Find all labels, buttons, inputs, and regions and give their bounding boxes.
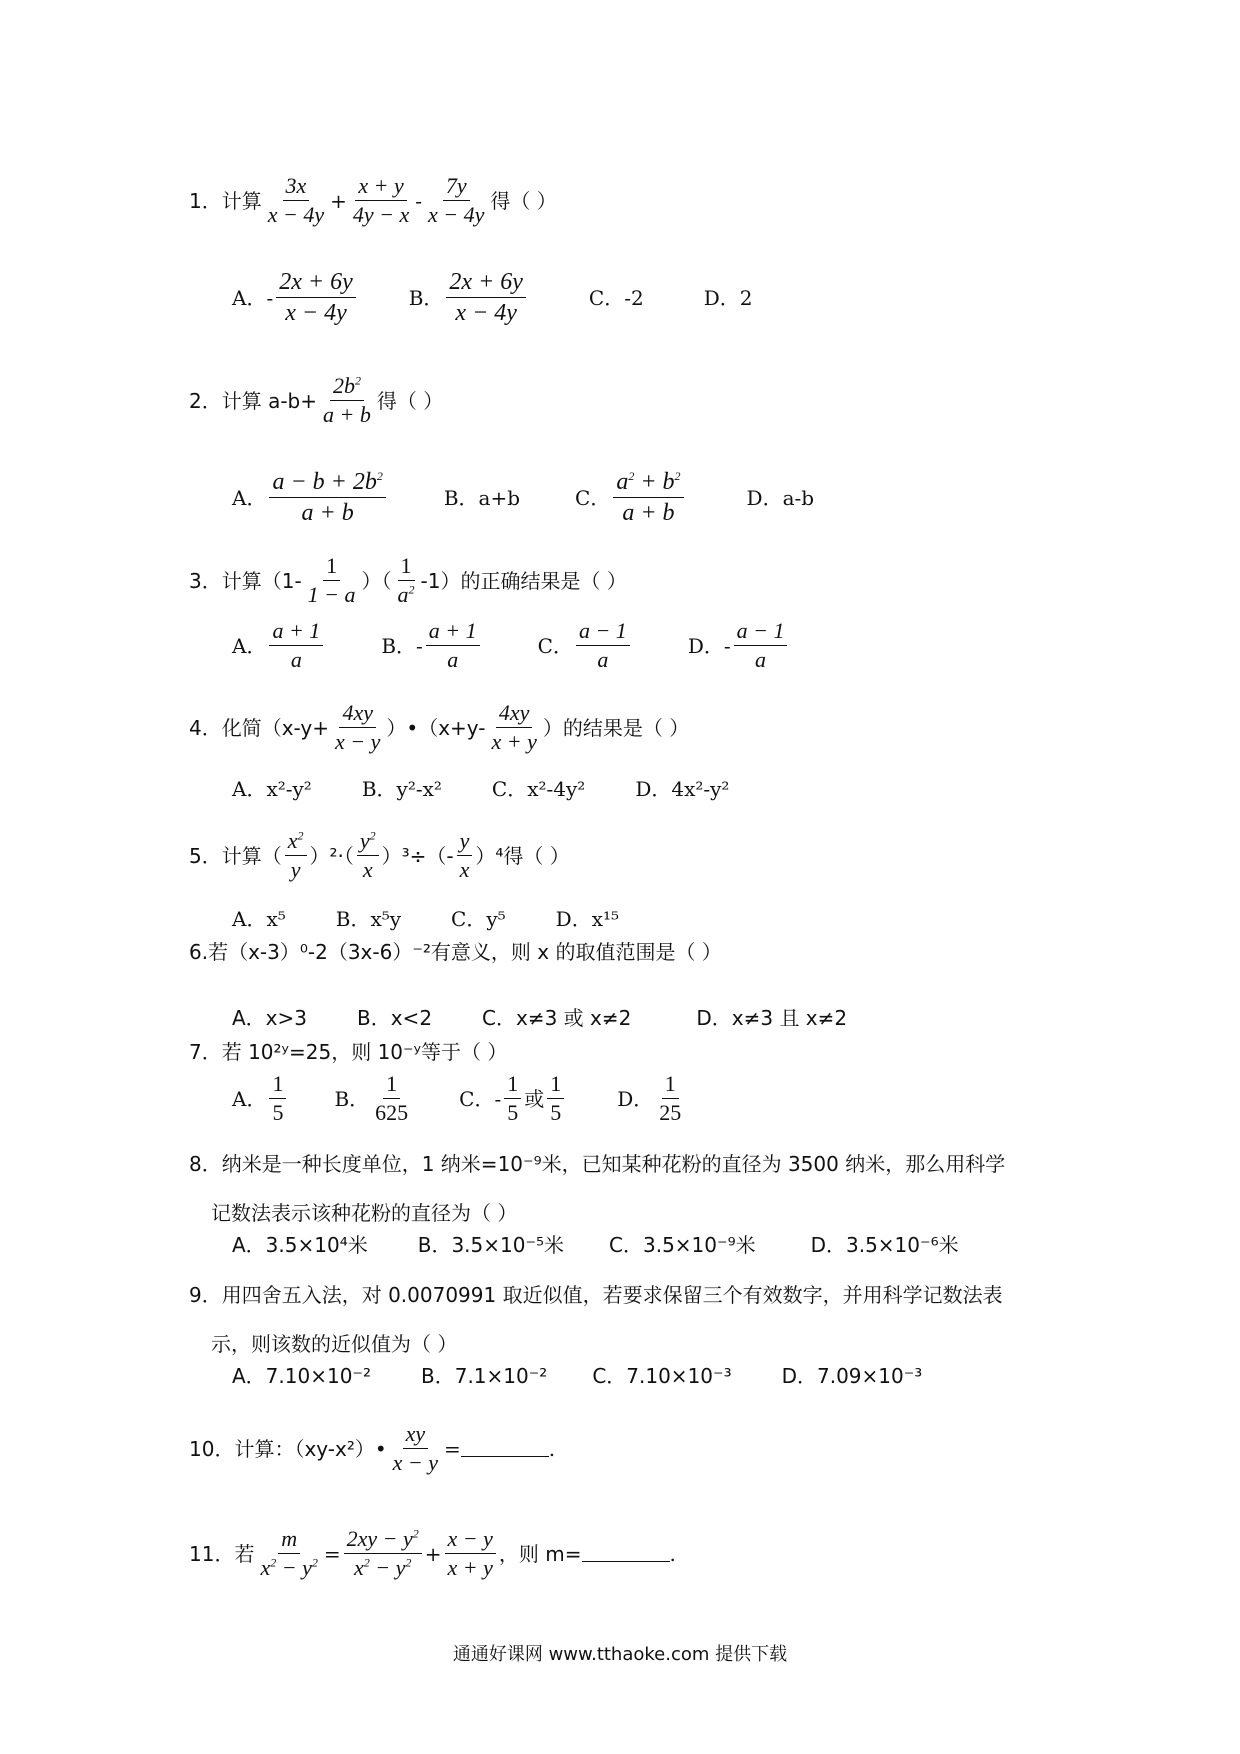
question-1: 1．计算 $\frac{3x}{x - 4y}$ + $\frac{x + y}{4y - x}$ - $\frac{7y}{x - 4y}$ 得（ ） — [189, 173, 557, 227]
q1-fraction-1: $\frac{3x}{x - 4y}$ — [267, 173, 325, 227]
q5-fraction-2: $\frac{y^2}{x}$ — [357, 830, 379, 881]
q4-option-a[interactable]: A．x²-y² — [232, 777, 312, 801]
q8-option-c[interactable]: C．3.5×10⁻⁹米 — [609, 1233, 756, 1257]
question-8-line-2: 记数法表示该种花粉的直径为（ ） — [211, 1201, 518, 1225]
question-11: 11．若 $\frac{m}{x^2 - y^2}$ = $\frac{2xy - y^2}{x^2 - y^2}$ + $\frac{x - y}{x + y}$ ，则 m= . — [189, 1526, 676, 1580]
q5-fraction-3: $\frac{y}{x}$ — [457, 830, 473, 881]
q9-option-b[interactable]: B．7.1×10⁻² — [421, 1364, 548, 1388]
q1-option-d[interactable]: D．2 — [703, 285, 753, 310]
q10-fraction: $\frac{xy}{x - y}$ — [392, 1421, 439, 1475]
q5-option-b[interactable]: B．x⁵y — [335, 907, 402, 931]
q1-label: 1．计算 — [189, 188, 262, 213]
q2-answer-paren: 得（ ） — [376, 388, 444, 413]
q8-option-b[interactable]: B．3.5×10⁻⁵米 — [417, 1233, 565, 1257]
q4-option-d[interactable]: D．4x²-y² — [635, 777, 730, 801]
question-2 — [189, 375, 443, 426]
q9-option-d[interactable]: D．7.09×10⁻³ — [781, 1364, 923, 1388]
q6-option-d[interactable]: D．x≠3 且 x≠2 — [696, 1006, 848, 1030]
q8-option-a[interactable]: A．3.5×10⁴米 — [232, 1233, 368, 1257]
q5-fraction-1: $\frac{x^2}{y}$ — [285, 830, 307, 881]
q2-fraction: $\frac{2b^2}{a + b}$ — [323, 373, 371, 427]
page-footer: 通通好课网 www.tthaoke.com 提供下载 — [452, 1644, 788, 1665]
q8-options — [232, 1235, 959, 1255]
q7-option-a[interactable]: A． $\frac{1}{5}$ — [232, 1073, 289, 1124]
q9-option-c[interactable]: C．7.10×10⁻³ — [592, 1364, 732, 1388]
question-9-line-1: 9．用四舍五入法，对 0.0070991 取近似值，若要求保留三个有效数字，并用科学记数法表 — [189, 1283, 1003, 1307]
q4-option-c[interactable]: C．x²-4y² — [491, 777, 586, 801]
q8-option-d[interactable]: D．3.5×10⁻⁶米 — [810, 1233, 959, 1257]
question-7: 7．若 10²ʸ=25，则 10⁻ʸ等于（ ） — [189, 1040, 508, 1064]
q6-option-a[interactable]: A．x>3 — [232, 1006, 307, 1030]
q4-options — [232, 779, 729, 799]
q11-fraction-1: $\frac{m}{x^2 - y^2}$ — [260, 1526, 318, 1580]
question-10: 10．计算：（xy-x²）• $\frac{xy}{x - y}$ = . — [189, 1421, 556, 1475]
q1-fraction-2: $\frac{x + y}{4y - x}$ — [352, 173, 410, 227]
q4-option-b[interactable]: B．y²-x² — [361, 777, 442, 801]
q10-answer-blank[interactable] — [461, 1440, 549, 1457]
q6-option-c[interactable]: C．x≠3 或 x≠2 — [482, 1006, 632, 1030]
q4-fraction-1: $\frac{4xy}{x - y}$ — [335, 700, 381, 754]
q11-fraction-2: $\frac{2xy - y^2}{x^2 - y^2}$ — [344, 1528, 422, 1579]
question-3: 3．计算（1- $\frac{1}{1 - a}$ ）（ $\frac{1}{a^2}$ -1）的正确结果是（ ） — [189, 553, 627, 607]
q2-option-b[interactable]: B．a+b — [443, 485, 521, 510]
q3-fraction-2: $\frac{1}{a^2}$ — [397, 553, 415, 607]
q5-option-d[interactable]: D．x¹⁵ — [555, 907, 620, 931]
q3-option-b[interactable]: B．- $\frac{a + 1}{a}$ — [381, 620, 482, 671]
q3-options — [232, 620, 790, 671]
q3-fraction-1: $\frac{1}{1 - a}$ — [307, 553, 356, 607]
q2-option-d[interactable]: D．a-b — [746, 485, 815, 510]
q7-option-b[interactable]: B． $\frac{1}{625}$ — [334, 1071, 409, 1125]
q7-options — [232, 1073, 687, 1124]
q2-option-a[interactable]: A． $\frac{a - b + 2b^2}{a + b}$ — [232, 470, 389, 525]
q1-options — [232, 270, 752, 325]
q1-fraction-3: $\frac{7y}{x - 4y}$ — [428, 173, 485, 227]
q5-option-a[interactable]: A．x⁵ — [232, 907, 286, 931]
q7-option-c[interactable]: C．- $\frac{1}{5}$ 或 $\frac{1}{5}$ — [459, 1073, 567, 1124]
q1-answer-paren: 得（ ） — [490, 188, 557, 213]
question-9-line-2: 示，则该数的近似值为（ ） — [211, 1332, 458, 1356]
q11-answer-blank[interactable] — [582, 1545, 670, 1562]
q2-option-c[interactable]: C． $\frac{a^2 + b^2}{a + b}$ — [575, 470, 687, 525]
question-8-line-1: 8．纳米是一种长度单位，1 纳米=10⁻⁹米，已知某种花粉的直径为 3500 纳米，那么用科学 — [189, 1152, 1006, 1176]
q9-option-a[interactable]: A．7.10×10⁻² — [232, 1364, 371, 1388]
q1-option-c[interactable]: C．-2 — [588, 285, 644, 310]
question-6: 6.若（x-3）⁰-2（3x-6）⁻²有意义，则 x 的取值范围是（ ） — [189, 940, 722, 964]
question-4: 4．化简（x-y+ $\frac{4xy}{x - y}$ ）•（x+y- $\frac{4xy}{x + y}$ ）的结果是（ ） — [189, 700, 690, 754]
question-5: 5．计算（ $\frac{x^2}{y}$ ）²·（ $\frac{y^2}{x}$ ）³÷（- $\frac{y}{x}$ ）⁴得（ ） — [189, 828, 570, 882]
q6-options — [232, 1008, 847, 1028]
q4-fraction-2: $\frac{4xy}{x + y}$ — [491, 700, 537, 754]
q2-options — [232, 470, 814, 525]
q9-options — [232, 1366, 922, 1386]
q5-option-c[interactable]: C．y⁵ — [451, 907, 506, 931]
q1-option-a[interactable]: A． - $\frac{2x + 6y}{x - 4y}$ — [232, 270, 359, 325]
q3-option-d[interactable]: D．- $\frac{a - 1}{a}$ — [688, 620, 791, 671]
q2-label: 2．计算 a-b+ — [189, 388, 318, 413]
q5-options — [232, 909, 619, 929]
q1-option-b[interactable]: B． $\frac{2x + 6y}{x - 4y}$ — [409, 270, 529, 325]
q6-option-b[interactable]: B．x<2 — [357, 1006, 433, 1030]
q3-option-a[interactable]: A． $\frac{a + 1}{a}$ — [232, 620, 326, 671]
q3-option-c[interactable]: C． $\frac{a - 1}{a}$ — [538, 620, 633, 671]
q11-fraction-3: $\frac{x - y}{x + y}$ — [445, 1528, 496, 1579]
q7-option-d[interactable]: D． $\frac{1}{25}$ — [617, 1071, 682, 1125]
